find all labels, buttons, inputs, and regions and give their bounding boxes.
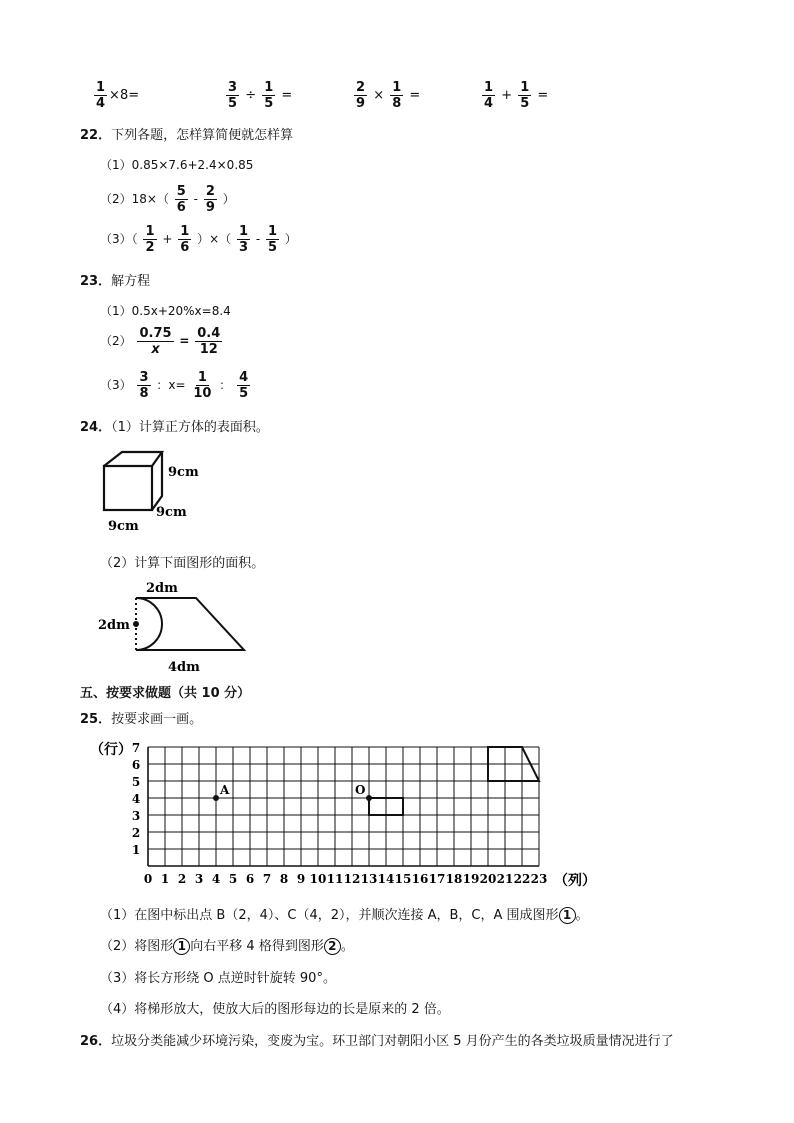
q25-heading [80, 708, 202, 727]
col-tick-label: 20 [479, 872, 497, 886]
q24-part1 [80, 416, 269, 435]
cube-label-depth: 9cm [156, 505, 187, 520]
q22-part1: （1）0.85×7.6+2.4×0.85 [100, 158, 254, 172]
cube-label-height: 9cm [168, 465, 199, 480]
row-tick-label: 6 [131, 758, 141, 772]
col-tick-label: 11 [326, 872, 344, 886]
expr-op: = [179, 334, 190, 348]
shape-trapezoid-outline [136, 598, 244, 650]
col-tick-label: 21 [496, 872, 514, 886]
row-tick-label: 3 [131, 809, 141, 823]
item-text: 。 [340, 939, 354, 954]
q22-heading [80, 124, 293, 143]
grid-col-label: （列） [554, 873, 596, 889]
calc-eq: = [281, 88, 293, 103]
circled-number: 2 [324, 938, 341, 955]
cube-figure [96, 446, 206, 536]
q25-item-1 [100, 904, 589, 924]
question-number: 26． [80, 1034, 112, 1049]
fraction: $\frac{1}{8}$ [392, 80, 402, 111]
calc-item-2 [224, 80, 292, 111]
col-tick-label: 23 [530, 872, 548, 886]
calc-op: ÷ [245, 88, 257, 103]
shape-label-bottom: 4dm [168, 660, 200, 675]
q25-item-4: （4）将梯形放大，使放大后的图形每边的长是原来的 2 倍。 [100, 1002, 450, 1017]
col-tick-label: 13 [360, 872, 378, 886]
q23-part1: （1）0.5x+20%x=8.4 [100, 304, 231, 318]
composite-shape-figure [94, 576, 254, 676]
expr-op: - [193, 192, 199, 206]
question-number: 25． [80, 712, 112, 727]
col-tick-label: 8 [279, 872, 289, 886]
calc-item-1 [92, 80, 139, 111]
col-tick-label: 17 [428, 872, 446, 886]
item-text: （1）在图中标出点 B（2，4）、C（4，2），并顺次连接 A，B，C，A 围成图形 [100, 908, 559, 923]
grid-col-ticks [144, 872, 548, 886]
fraction: $\frac{1}{3}$ [239, 224, 249, 255]
fraction: $\frac{3}{5}$ [228, 80, 238, 111]
question-title: 解方程 [111, 274, 151, 289]
fraction: $\frac{1}{6}$ [180, 224, 190, 255]
q25-item-2 [100, 935, 354, 955]
fraction: $\frac{1}{2}$ [145, 224, 155, 255]
fraction: $\frac{1}{5}$ [520, 80, 530, 111]
fraction: $\frac{3}{8}$ [139, 370, 149, 401]
col-tick-label: 9 [296, 872, 306, 886]
col-tick-label: 1 [160, 872, 170, 886]
q23-part2 [100, 326, 224, 357]
col-tick-label: 22 [513, 872, 531, 886]
question-number: 24． [80, 420, 112, 435]
expr-text: （2） [100, 334, 132, 348]
shape-center-dot [133, 621, 139, 627]
col-tick-label: 3 [194, 872, 204, 886]
col-tick-label: 12 [343, 872, 361, 886]
col-tick-label: 7 [262, 872, 272, 886]
expr-text: ：x= [156, 378, 186, 392]
q23-heading [80, 270, 150, 289]
expr-text: ： [219, 378, 232, 392]
question-title: （1）计算正方体的表面积。 [111, 420, 269, 435]
col-tick-label: 6 [245, 872, 255, 886]
fraction: $\frac{0.75}{x}$ [139, 326, 172, 357]
expr-text: （3） [100, 378, 132, 392]
calc-item-4 [480, 80, 548, 111]
expr-text: ）×（ [197, 232, 232, 246]
question-title: 按要求画一画。 [111, 712, 203, 727]
fraction: $\frac{2}{9}$ [205, 184, 215, 215]
fraction: $\frac{2}{9}$ [356, 80, 366, 111]
fraction: $\frac{1}{4}$ [484, 80, 494, 111]
expr-op: - [255, 232, 261, 246]
fraction: $\frac{1}{10}$ [193, 370, 212, 401]
fraction: $\frac{1}{5}$ [268, 224, 278, 255]
row-tick-label: 2 [131, 826, 141, 840]
cube-front-face [104, 466, 152, 510]
grid-lines [148, 747, 539, 866]
coordinate-grid [88, 738, 598, 890]
q26-text [80, 1030, 674, 1049]
q22-part2 [100, 184, 235, 215]
expr-op: + [162, 232, 173, 246]
grid-row-label: （行） [90, 742, 132, 758]
point-a-dot [213, 795, 219, 801]
point-a-label: A [220, 783, 230, 797]
calc-eq: = [409, 88, 421, 103]
shape-semicircle [136, 598, 162, 650]
col-tick-label: 0 [143, 872, 153, 886]
col-tick-label: 5 [228, 872, 238, 886]
calc-item-3 [352, 80, 420, 111]
circled-number: 1 [173, 938, 190, 955]
expr-text: ） [222, 192, 235, 206]
fraction: $\frac{0.4}{12}$ [197, 326, 221, 357]
q24-part2: （2）计算下面图形的面积。 [100, 556, 265, 571]
col-tick-label: 18 [445, 872, 463, 886]
question-body: 垃圾分类能减少环境污染，变废为宝。环卫部门对朝阳小区 5 月份产生的各类垃圾质量情况进行了 [111, 1034, 674, 1049]
expr-text: （3）（ [100, 232, 138, 246]
point-o-label: O [355, 783, 366, 797]
col-tick-label: 2 [177, 872, 187, 886]
calc-eq: = [537, 88, 549, 103]
shape-label-top: 2dm [146, 581, 178, 596]
row-tick-label: 4 [131, 792, 141, 806]
calc-op: ×8= [109, 88, 140, 103]
col-tick-label: 15 [394, 872, 412, 886]
fraction: $\frac{5}{6}$ [176, 184, 186, 215]
q23-part3 [100, 370, 252, 401]
grid-row-ticks [132, 741, 140, 857]
cube-label-width: 9cm [108, 519, 139, 534]
fraction: $\frac{4}{5}$ [239, 370, 249, 401]
expr-text: （2）18×（ [100, 192, 169, 206]
calc-op: + [501, 88, 513, 103]
question-number: 22． [80, 128, 112, 143]
col-tick-label: 14 [377, 872, 395, 886]
col-tick-label: 16 [411, 872, 429, 886]
section-heading: 五、按要求做题（共 10 分） [80, 686, 251, 701]
question-number: 23． [80, 274, 112, 289]
shape-label-left: 2dm [98, 618, 130, 633]
cube-top-face [104, 452, 162, 466]
circled-number: 1 [559, 907, 576, 924]
q25-item-3: （3）将长方形绕 O 点逆时针旋转 90°。 [100, 971, 336, 986]
row-tick-label: 1 [131, 843, 141, 857]
col-tick-label: 19 [462, 872, 480, 886]
fraction: $\frac{1}{4}$ [96, 80, 106, 111]
item-text: 。 [575, 908, 589, 923]
expr-text: ） [284, 232, 297, 246]
q22-part3 [100, 224, 297, 255]
calc-op: × [373, 88, 385, 103]
item-text: （2）将图形 [100, 939, 174, 954]
row-tick-label: 5 [131, 775, 141, 789]
col-tick-label: 10 [309, 872, 327, 886]
fraction: $\frac{1}{5}$ [264, 80, 274, 111]
question-title: 下列各题，怎样算简便就怎样算 [111, 128, 294, 143]
item-text: 向右平移 4 格得到图形 [190, 939, 324, 954]
row-tick-label: 7 [131, 741, 141, 755]
col-tick-label: 4 [211, 872, 221, 886]
